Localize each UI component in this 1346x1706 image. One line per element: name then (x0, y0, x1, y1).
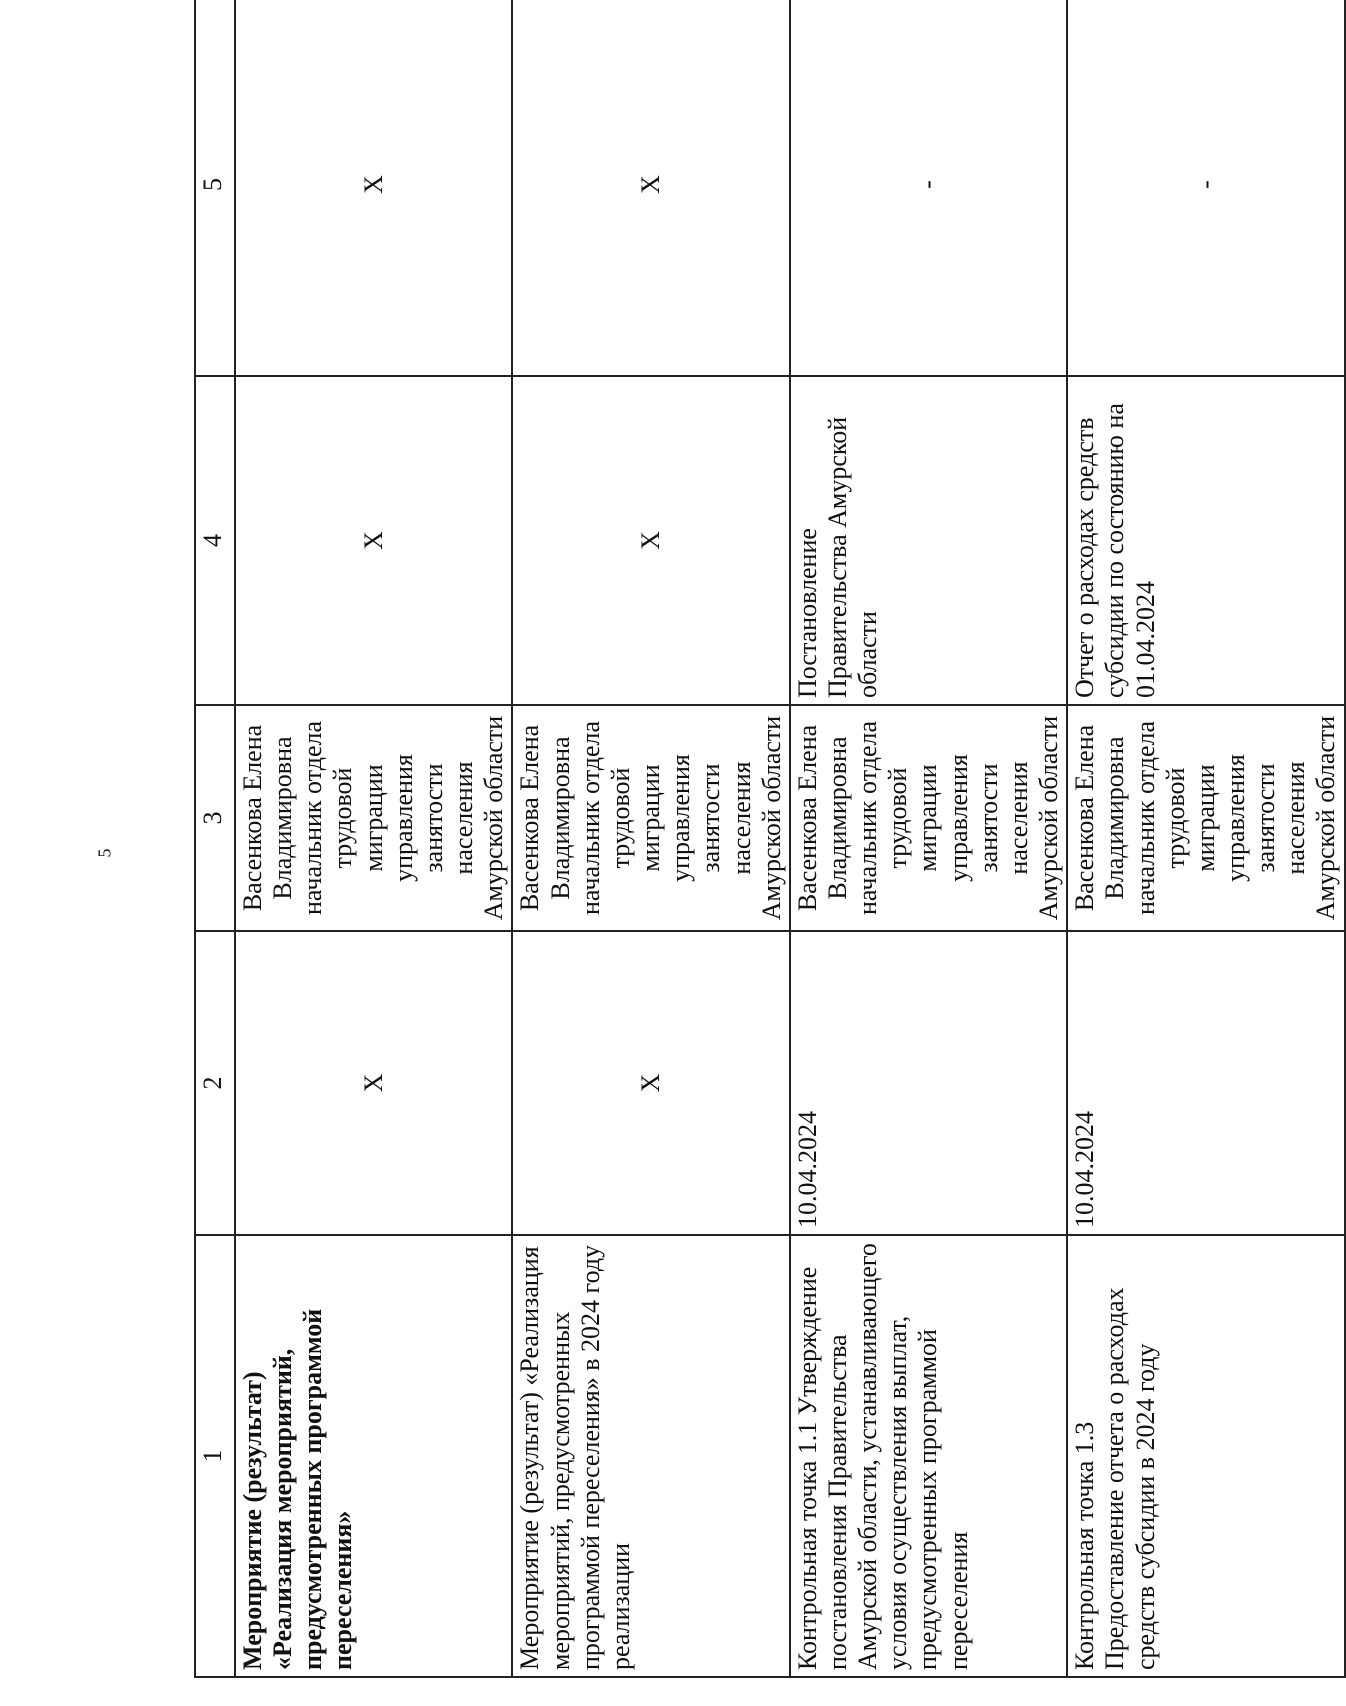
cell-responsible: Васенкова Елена Владимировна начальник отдела трудовой миграции управления занятости населения Амурской области (1067, 705, 1344, 931)
cell-activity: Контрольная точка 1.3 Предоставление отчета о расходах средств субсидии в 2024 году (1067, 1235, 1344, 1677)
cell-deadline: Х (235, 931, 512, 1235)
table-row (235, 0, 512, 1677)
header-col-5: 5 (195, 0, 235, 376)
table-row (1067, 0, 1344, 1677)
header-col-4: 4 (195, 376, 235, 705)
cell-info-system: - (790, 0, 1067, 376)
cell-info-system: Х (512, 0, 789, 376)
table-row (512, 0, 789, 1677)
cell-deadline: Х (512, 931, 789, 1235)
cell-document: Постановление Правительства Амурской области (790, 376, 1067, 705)
cell-activity: Мероприятие (результат) «Реализация мероприятий, предусмотренных программой переселения» (235, 1235, 512, 1677)
header-col-2: 2 (195, 931, 235, 1235)
cell-info-system: Х (235, 0, 512, 376)
page-number: 5 (94, 848, 115, 858)
header-col-1: 1 (195, 1235, 235, 1677)
cell-deadline: 10.04.2024 (1067, 931, 1344, 1235)
cell-activity: Мероприятие (результат) «Реализация мероприятий, предусмотренных программой переселения» в 2024 году реализации (512, 1235, 789, 1677)
cell-deadline: 10.04.2024 (790, 931, 1067, 1235)
cell-document: Х (235, 376, 512, 705)
cell-activity: Контрольная точка 1.1 Утверждение постановления Правительства Амурской области, устанавливающего условия осуществления выплат, предусмотренных программой переселения (790, 1235, 1067, 1677)
cell-document: Х (512, 376, 789, 705)
table-row (790, 0, 1067, 1677)
header-row (195, 0, 235, 1677)
cell-document: Отчет о расходах средств субсидии по состоянию на 01.04.2024 (1067, 376, 1344, 705)
header-col-3: 3 (195, 705, 235, 931)
cell-info-system: - (1067, 0, 1344, 376)
cell-responsible: Васенкова Елена Владимировна начальник отдела трудовой миграции управления занятости населения Амурской области (512, 705, 789, 931)
cell-responsible: Васенкова Елена Владимировна начальник отдела трудовой миграции управления занятости населения Амурской области (235, 705, 512, 931)
activities-table (194, 0, 1346, 1678)
cell-responsible: Васенкова Елена Владимировна начальник отдела трудовой миграции управления занятости населения Амурской области (790, 705, 1067, 931)
rotated-table-wrapper (194, 64, 1341, 1678)
